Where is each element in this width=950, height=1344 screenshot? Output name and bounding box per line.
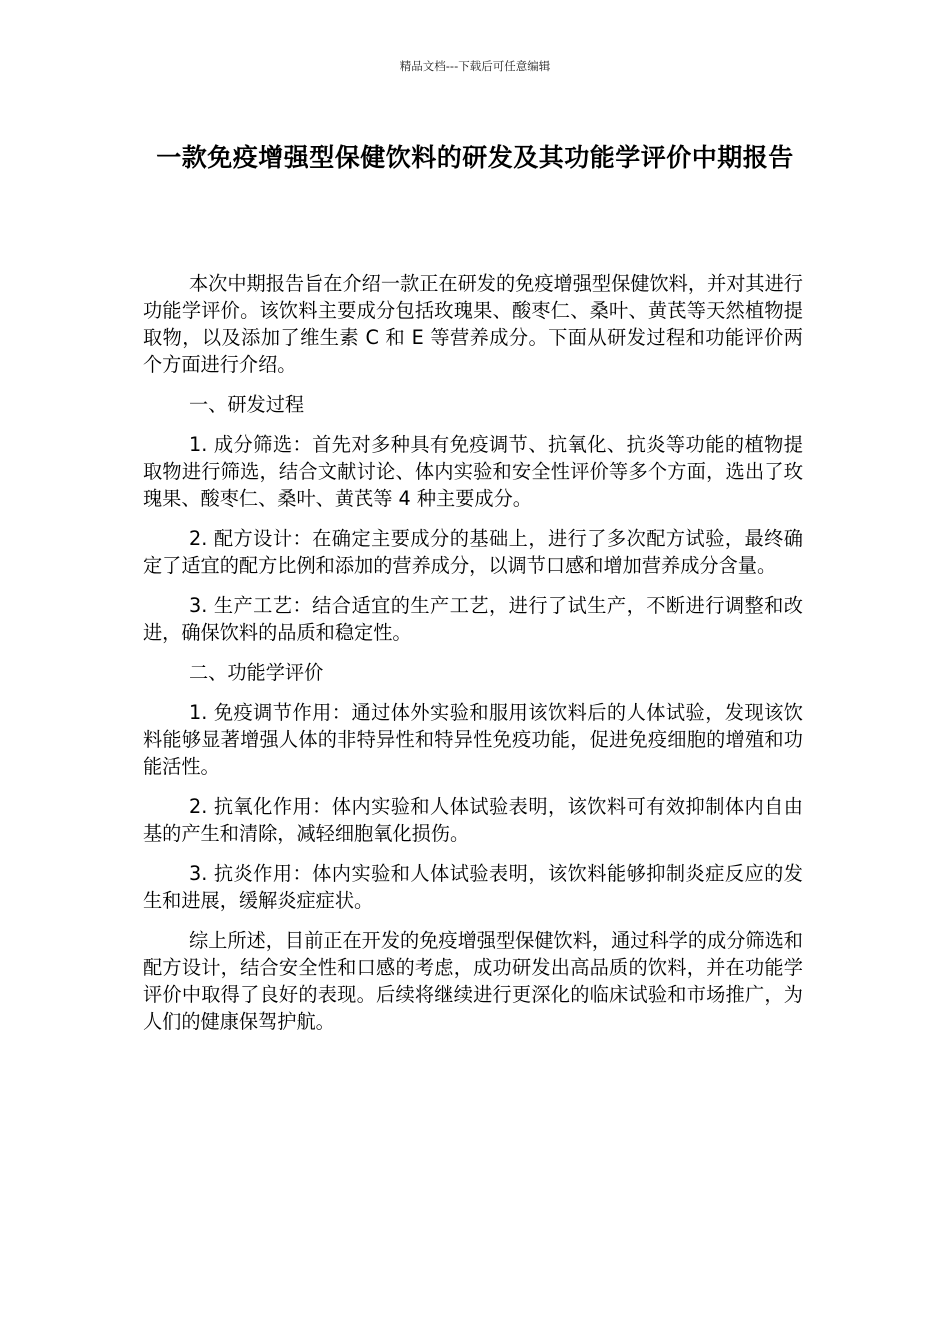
- evaluation-item-antioxidant: 2. 抗氧化作用：体内实验和人体试验表明，该饮料可有效抑制体内自由基的产生和清除，减轻细胞氧化损伤。: [143, 795, 803, 845]
- section-heading-development: 一、研发过程: [189, 393, 305, 416]
- header-note: 精品文档---下载后可任意编辑: [399, 59, 551, 73]
- development-item-production-process: 3. 生产工艺：结合适宜的生产工艺，进行了试生产，不断进行调整和改进，确保饮料的品质和稳定性。: [143, 594, 803, 644]
- development-item-ingredient-screening: 1. 成分筛选：首先对多种具有免疫调节、抗氧化、抗炎等功能的植物提取物进行筛选，结合文献讨论、体内实验和安全性评价等多个方面，选出了玫瑰果、酸枣仁、桑叶、黄芪等 4 种主要成分。: [143, 433, 803, 510]
- section-heading-evaluation: 二、功能学评价: [189, 661, 324, 684]
- development-item-formula-design: 2. 配方设计：在确定主要成分的基础上，进行了多次配方试验，最终确定了适宜的配方比例和添加的营养成分，以调节口感和增加营养成分含量。: [143, 527, 803, 577]
- evaluation-item-anti-inflammatory: 3. 抗炎作用：体内实验和人体试验表明，该饮料能够抑制炎症反应的发生和进展，缓解炎症症状。: [143, 862, 803, 912]
- evaluation-item-immune-regulation: 1. 免疫调节作用：通过体外实验和服用该饮料后的人体试验，发现该饮料能够显著增强人体的非特异性和特异性免疫功能，促进免疫细胞的增殖和功能活性。: [143, 701, 803, 778]
- document-title: 一款免疫增强型保健饮料的研发及其功能学评价中期报告: [156, 143, 794, 172]
- intro-paragraph: 本次中期报告旨在介绍一款正在研发的免疫增强型保健饮料，并对其进行功能学评价。该饮料主要成分包括玫瑰果、酸枣仁、桑叶、黄芪等天然植物提取物，以及添加了维生素 C 和 E 等营养成分。下面从研发过程和功能评价两个方面进行介绍。: [143, 272, 803, 376]
- conclusion-paragraph: 综上所述，目前正在开发的免疫增强型保健饮料，通过科学的成分筛选和配方设计，结合安全性和口感的考虑，成功研发出高品质的饮料，并在功能学评价中取得了良好的表现。后续将继续进行更深化的临床试验和市场推广，为人们的健康保驾护航。: [143, 929, 803, 1033]
- document-body: [143, 270, 803, 1048]
